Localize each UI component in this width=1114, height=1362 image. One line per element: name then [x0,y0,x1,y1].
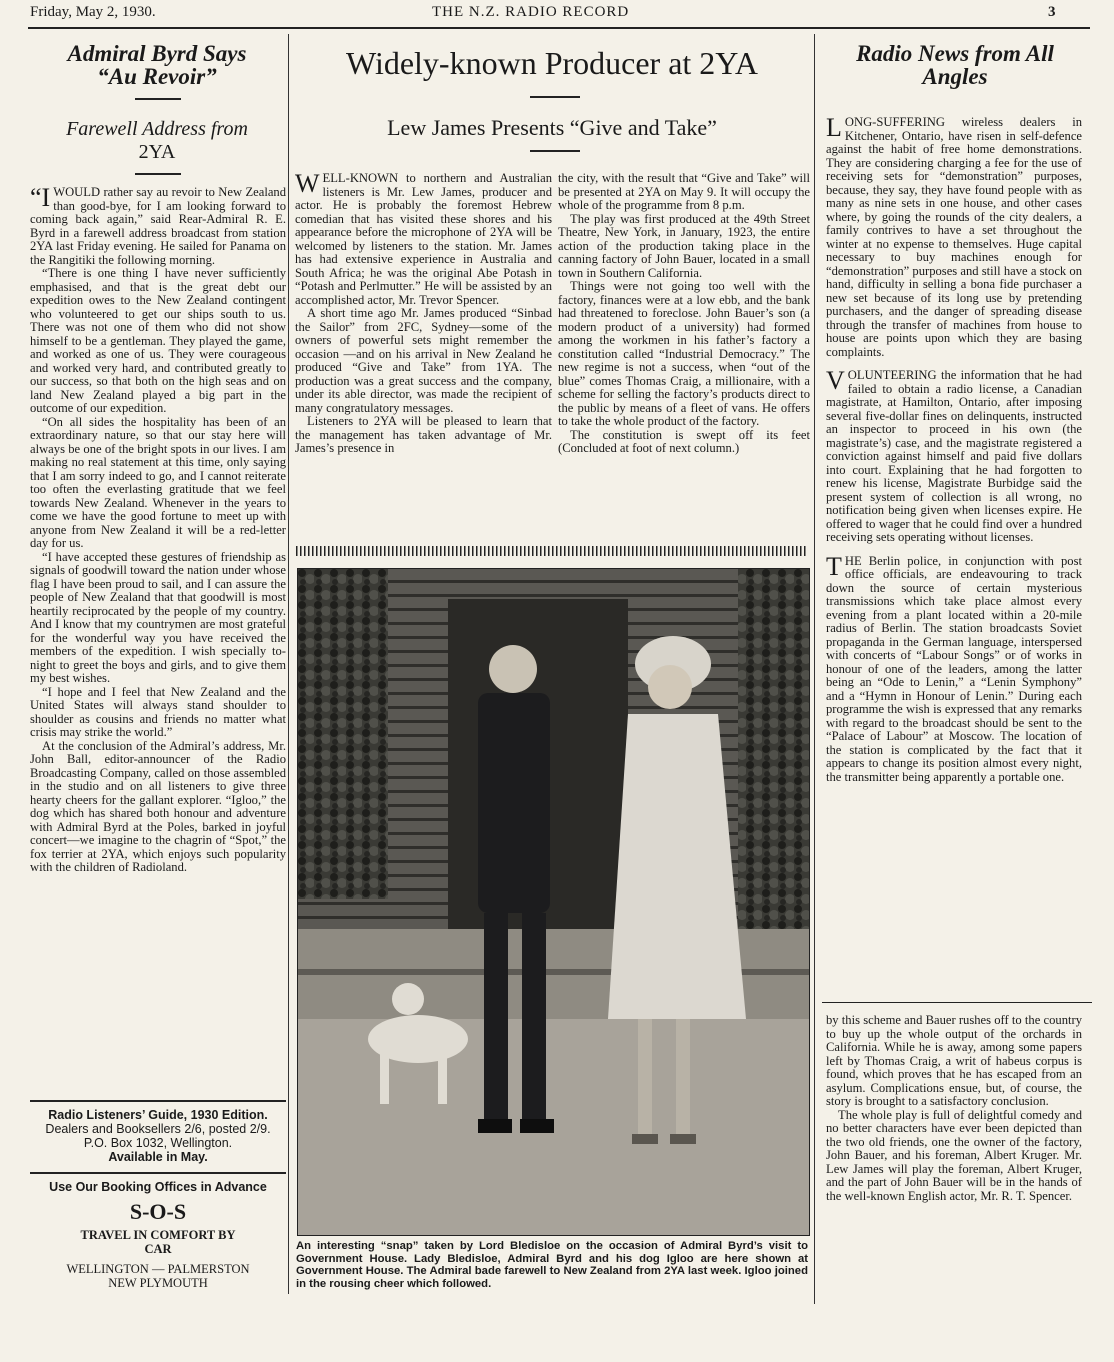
lew-james-paragraph: The constitution is swept off its feet (Concluded at foot of next column.) [558,427,810,455]
byrd-article [30,186,286,1096]
photo-illustration [298,569,809,1235]
sos-ad-rule-top [30,1172,286,1174]
news-item-1-caps: ONG-SUFFERING [844,116,945,129]
lew-james-paragraph: Things were not going too well with the factory, finances were at a low ebb, and the bank had threatened to foreclose. John Bauer’s son (a modern product of a university) had formed among the workmen in his father’s factory a constitution called “Industrial Democracy.” The new regime is not a success, when “out of the blue” comes Thomas Craig, a millionaire, with a scheme for selling the factory’s products direct to the public by means of a fleet of vans. He offers to take the whole product of the factory. [558,279,810,428]
sos-ad-line-5: WELLINGTON — PALMERSTON [66,1262,250,1276]
byrd-paragraph: At the conclusion of the Admiral’s address, Mr. John Ball, editor-announcer of the Radio Broadcasting Company, called on those assembled in the studio and on all listeners to give three hearty cheers for the gallant explorer. “Igloo,” the dog which has shared both honour and adventure with Admiral Byrd at the Poles, barked in joyful concert—we imagine to the chagrin of “Spot,” the fox terrier at 2YA, which enjoys such popularity with the children of Radioland. [30,738,286,874]
center-headline: Widely-known Producer at 2YA [346,45,758,81]
byrd-paragraph: “I have accepted these gestures of friendship as signals of goodwill toward the nation under whose flag I have been proud to sail, and I can assure the people of New Zealand that that goodwill is most heartily reciprocated by the people of my country. And I know that my countrymen are most grateful for the wonderful way you have received the members of the expedition. I wish specially to-night to greet the boys and girls, and to give them my best wishes. [30,549,286,685]
decorative-tick-border [296,546,808,556]
news-item-3-text: Berlin police, in conjunction with post office officials, are endeavouring to track down the source of certain mysterious transmissions which take place almost every evening from a plant located within a 20-mile radius of Berlin. The station broadcasts Soviet propaganda in the German language, interspersed with concerts of “Labour Songs” or of works in honour of one of the leaders, among the latter being an “Ode to Lenin,” a “Lenin Symphony” and a “Hymn in Honour of Lenin.” During each programme the wish is expressed that any remarks with regard to the broadcast should be sent to the “Palace of Labour” at Moscow. The location of the station is complicated by the fact that it appears to change its position almost every night, the transmitter being apparently a portable one. [826,553,1082,784]
continuation-paragraph: The whole play is full of delightful comedy and no better characters have ever been depicted than the two old friends, one the owner of the factory, John Bauer, and his foreman, Albert Kruger. Mr. Lew James will play the foreman, Albert Kruger, and the part of John Bauer will be in the hands of the well-known English actor, Mr. R. T. Spencer. [826,1107,1082,1203]
byrd-paragraph: “On all sides the hospitality has been of an extraordinary nature, so that our stay here will always be one of the bright spots in our lives. I am making no real statement at this time, only saying that I am sorry indeed to go, and I cannot reiterate too often the everlasting gratitude that we feel towards New Zealand. Whenever in the years to come we have the good fortune to meet up with anyone from New Zealand it will be a red-letter day for us. [30,414,286,550]
column-divider-right [814,34,815,1304]
lew-james-continuation [826,1014,1082,1306]
sos-ad-line-4: CAR [144,1242,172,1256]
left-headline-line-1: Admiral Byrd Says [67,41,247,66]
sos-ad-line-1: Use Our Booking Offices in Advance [49,1180,267,1194]
sos-ad [30,1180,286,1290]
continuation-rule [822,1002,1092,1003]
guide-ad-address: P.O. Box 1032, Wellington. [83,1136,233,1150]
byrd-paragraph: “I hope and I feel that New Zealand and the United States will always stand shoulder to shoulder as cousins and friends no matter what crisis may strike the world.” [30,684,286,739]
news-item-kitchener [826,116,1082,359]
news-item-3-caps: HE [844,553,862,568]
left-subhead-rule [135,173,181,175]
left-subhead [30,118,284,164]
lew-james-lead-text: to northern and Australian listeners is Mr. Lew James, producer and actor. He is probably the foremost Hebrew comedian that has visited these shores and his appearance before the microphone of 2YA will be welcomed by listeners to the station. Mr. James has had extensive experience in Australia and South Africa; he was the original Abe Potash in “Potash and Perlmutter.” He will be assisted by an accomplished actor, Mr. Trevor Spencer. [295,172,552,307]
news-item-2-drop-cap: V [826,366,845,395]
news-item-1-text: wireless dealers in Kitchener, Ontario, have risen in self-defence against the habit of free home demonstrations. They are considering charging a fee for the use of receiving sets for “demonstration” purposes, because, they say, they have found people with as many as nine sets in one house, and other cases where, by going the rounds of the city dealers, a family contrives to have a set throughout the winter at no expense to themselves. Huge capital necessary to buy machines enough for “demonstration” purposes and still have a stock on hand, difficulty in selling a bona fide purchaser a new set because of its long use by pretending purchasers, and the danger of spreading disease through the transfer of machines from house to house are points upon which they are basing complaints. [826,116,1082,359]
sos-ad-line-6: NEW PLYMOUTH [108,1276,208,1290]
issue-date: Friday, May 2, 1930. [30,4,156,20]
guide-ad [30,1108,286,1164]
center-subhead-rule [530,150,580,152]
news-item-2-text: the information that he had failed to obtain a radio license, a Canadian magistrate, at Hamilton, Ontario, after imposing several five-dollar fines on delinquents, instructed an inspector to proceed in his own (the magistrate’s) case, and the magistrate registered a conviction against himself and paid five dollars into court. Explaining that he had forgotten to renew his license, Magistrate Burbidge said the present system of collection is all wrong, no notification being given when licenses expire. He offered to wager that he could find over a hundred receiving sets operating without licenses. [826,368,1082,544]
left-subhead-line-1: Farewell Address from [66,118,248,140]
masthead: THE N.Z. RADIO RECORD [432,4,630,20]
header-rule [28,27,1090,29]
news-item-hamilton [826,366,1082,545]
page-number: 3 [1048,4,1056,20]
left-headline-line-2: “Au Revoir” [97,64,217,89]
news-item-berlin [826,551,1082,785]
guide-ad-rule-top [30,1100,286,1102]
lew-james-paragraph: A short time ago Mr. James produced “Sinbad the Sailor” from 2FC, Sydney—some of the owners of powerful sets might remember the occasion —and on his arrival in New Zealand he produced “Give and Take” from 1YA. The production was a great success and the company, under its able director, was made the recipient of many congratulatory messages. [295,306,552,415]
guide-ad-title: Radio Listeners’ Guide, 1930 Edition. [48,1108,268,1122]
lew-james-lead-paragraph [295,172,552,307]
column-divider-left [288,34,289,1294]
lew-james-paragraph: Listeners to 2YA will be pleased to learn that the management has taken advantage of Mr. James’s presence in [295,414,552,455]
sos-ad-brand: S-O-S [129,1199,187,1224]
guide-ad-price: Dealers and Booksellers 2/6, posted 2/9. [45,1122,271,1136]
left-headline [30,42,284,88]
news-item-2-caps: OLUNTEERING [847,368,937,382]
lew-james-col2-lead: the city, with the result that “Give and Take” will be presented at 2YA on May 9. It will occupy the whole of the programme from 8 p.m. [558,172,810,212]
center-subhead: Lew James Presents “Give and Take” [387,115,717,140]
photo-caption: An interesting “snap” taken by Lord Bledisloe on the occasion of Admiral Byrd’s visit to Government House. Lady Bledisloe, Admiral Byrd and his dog Igloo are here shown at Government House. The Admiral bade farewell to New Zealand from 2YA last week. Igloo joined in the rousing cheer which followed. [296,1240,808,1290]
foliage-left [298,569,388,899]
lew-james-article-col-2 [558,172,810,534]
news-item-3-drop-cap: T [826,551,842,581]
byrd-lead-paragraph [30,186,286,267]
byrd-lead-text: WOULD rather say au revoir to New Zealand than good-bye, for I am looking forward to coming back again,” said Rear-Admiral R. E. Byrd in a farewell address broadcast from station 2YA last Friday evening. He sailed for Panama on the Rangitiki the following morning. [30,186,286,267]
lew-james-lead-caps: ELL-KNOWN [322,172,399,185]
lew-james-drop-cap: W [295,172,320,198]
radio-news-items [826,116,1082,991]
right-headline [820,42,1090,88]
right-headline-line-2: Angles [922,64,988,89]
sos-ad-line-3: TRAVEL IN COMFORT BY [80,1228,236,1242]
left-headline-rule [135,98,181,100]
byrd-photograph [297,568,810,1236]
news-item-1-drop-cap: L [826,116,842,142]
left-subhead-line-2: 2YA [138,141,176,163]
continuation-paragraph: by this scheme and Bauer rushes off to the country to buy up the whole output of the orchards in California. While he is away, among some papers left by Thomas Craig, a writ of habeus corpus is found, which proves that he has escaped from an asylum. Complications ensue, but, of course, the story is brought to a satisfactory conclusion. [826,1014,1082,1108]
byrd-paragraph: “There is one thing I have never sufficiently emphasised, and that is the great debt our expedition owes to the New Zealand contingent who volunteered to get our ships south to us. There was not one of them who did not show himself to be a gentleman. They played the game, and worked as one of us. They were courageous and worked very hard, and contributed greatly to our success, so that both on the high seas and on land New Zealand played a big part in the outcome of our expedition. [30,266,286,415]
lew-james-paragraph: The play was first produced at the 49th Street Theatre, New York, in January, 1923, the entire action of the production taking place in the canning factory of John Bauer, located in a small town in Southern California. [558,211,810,280]
right-headline-line-1: Radio News from All [856,41,1054,66]
lew-james-article-col-1 [295,172,552,534]
guide-ad-availability: Available in May. [108,1150,208,1164]
byrd-drop-cap: “I [30,186,51,212]
center-headline-rule [530,96,580,98]
